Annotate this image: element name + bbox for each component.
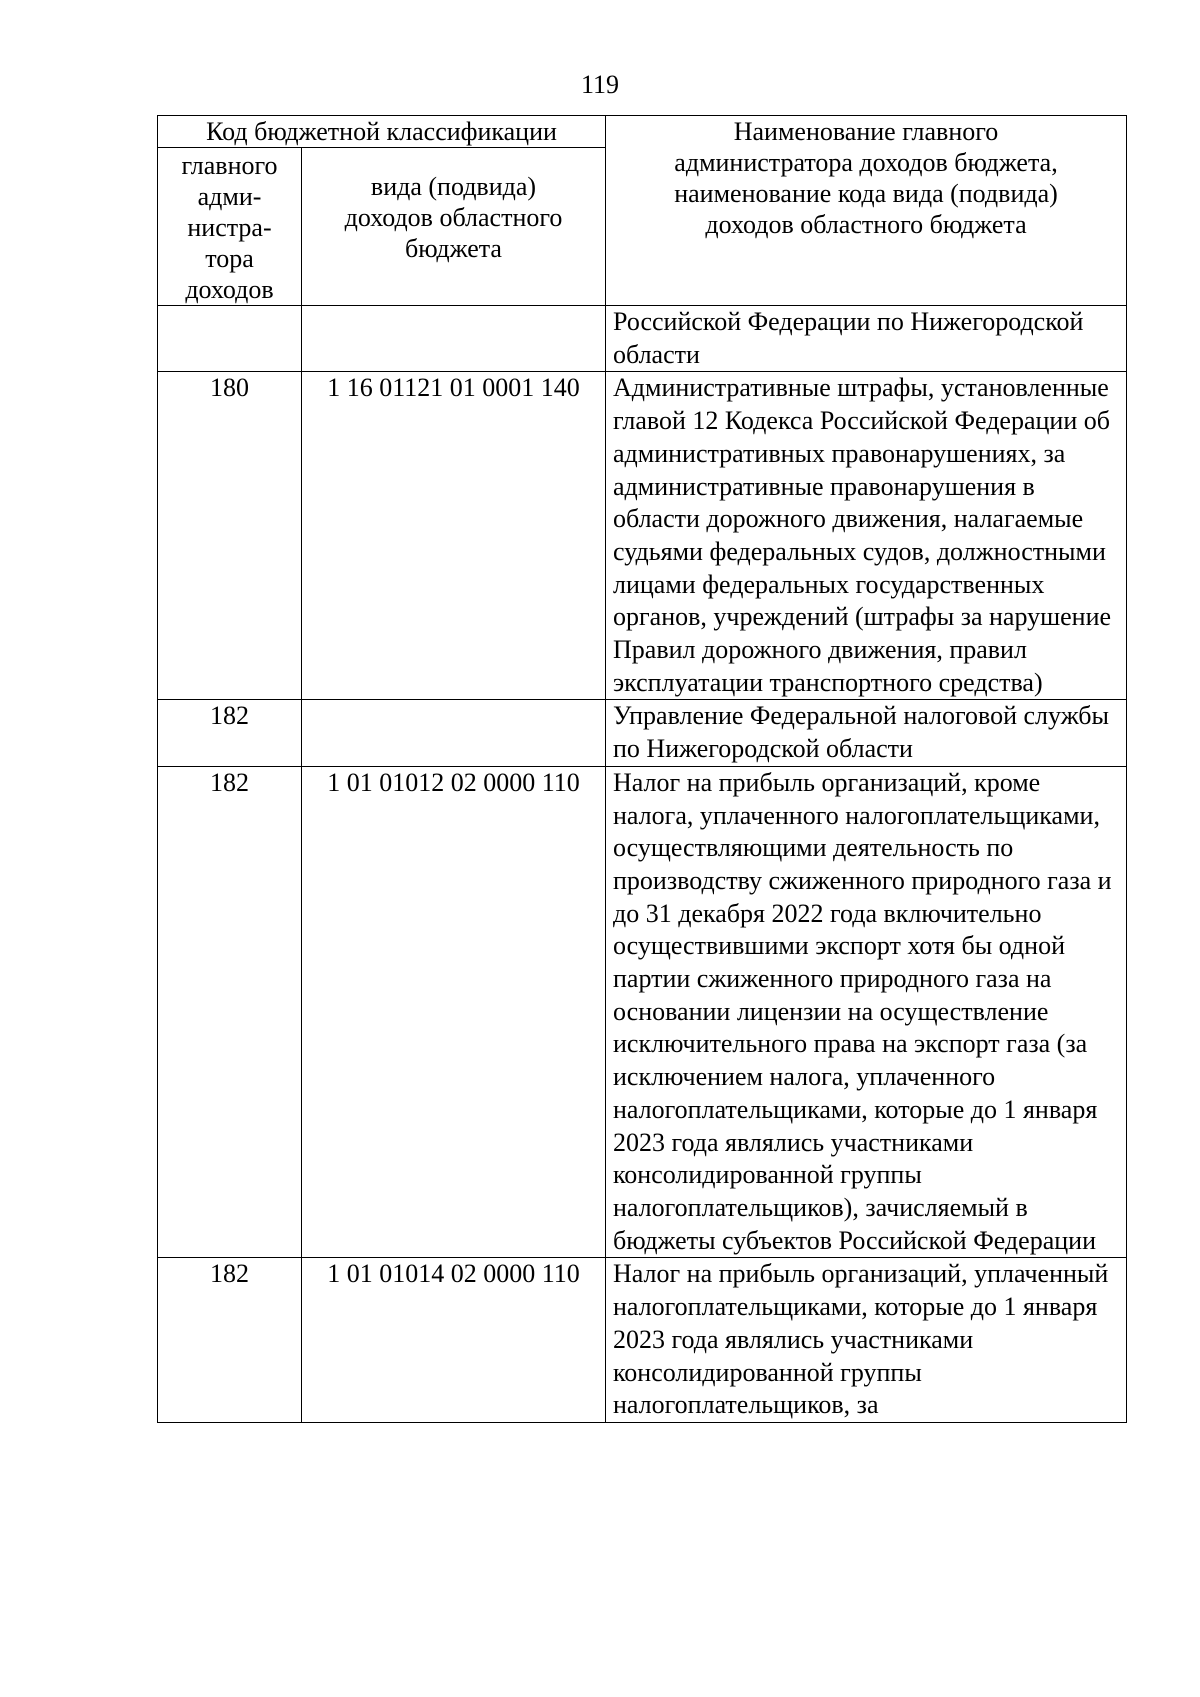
table-row: [158, 766, 1127, 1258]
income-code-cell: 1 01 01012 02 0000 110: [302, 766, 606, 1258]
header-code-line: бюджета: [405, 234, 502, 263]
header-admin-line: тора: [205, 244, 254, 273]
income-code-cell: [302, 700, 606, 766]
header-name-line: наименование кода вида (подвида): [674, 179, 1058, 208]
admin-code-cell: [158, 306, 302, 372]
header-group-cell: Код бюджетной классификации: [158, 116, 606, 148]
table-row: [158, 306, 1127, 372]
header-admin-line: главного: [181, 151, 278, 180]
page-number: 119: [580, 70, 620, 99]
income-code-cell: 1 01 01014 02 0000 110: [302, 1258, 606, 1423]
header-name-line: доходов областного бюджета: [705, 210, 1027, 239]
header-name-cell: [606, 116, 1127, 306]
header-name-line: Наименование главного: [733, 117, 999, 146]
income-name-cell: Российской Федерации по Нижегородской области: [606, 306, 1127, 372]
header-admin-line: доходов: [185, 275, 274, 304]
admin-code-cell: 182: [158, 700, 302, 766]
header-admin-line: адми-: [197, 182, 262, 211]
table-row: [158, 372, 1127, 700]
header-code-cell: [302, 148, 606, 306]
income-name-cell: Налог на прибыль организаций, уплаченный налогоплательщиками, которые до 1 января 2023 года являлись участниками консолидированной группы налогоплательщиков, за: [606, 1258, 1127, 1423]
income-name-cell: Налог на прибыль организаций, кроме налога, уплаченного налогоплательщиками, осуществляющими деятельность по производству сжиженного природного газа и до 31 декабря 2022 года включительно осуществившими экспорт хотя бы одной партии сжиженного природного газа на основании лицензии на осуществление исключительного права на экспорт газа (за исключением налога, уплаченного налогоплательщиками, которые до 1 января 2023 года являлись участниками консолидированной группы налогоплательщиков), зачисляемый в бюджеты субъектов Российской Федерации: [606, 766, 1127, 1258]
income-code-cell: [302, 306, 606, 372]
income-name-cell: Административные штрафы, установленные главой 12 Кодекса Российской Федерации об административных правонарушениях, за административные правонарушения в области дорожного движения, налагаемые судьями федеральных судов, должностными лицами федеральных государственных органов, учреждений (штрафы за нарушение Правил дорожного движения, правил эксплуатации транспортного средства): [606, 372, 1127, 700]
header-row-group: [158, 116, 1127, 148]
income-name-cell: Управление Федеральной налоговой службы по Нижегородской области: [606, 700, 1127, 766]
budget-classification-table: [157, 115, 1127, 1423]
header-code-line: вида (подвида): [370, 172, 537, 201]
table-row: [158, 1258, 1127, 1423]
header-code-line: доходов областного: [344, 203, 563, 232]
table-row: [158, 700, 1127, 766]
admin-code-cell: 182: [158, 766, 302, 1258]
header-name-line: администратора доходов бюджета,: [674, 148, 1058, 177]
income-code-cell: 1 16 01121 01 0001 140: [302, 372, 606, 700]
header-admin-line: нистра-: [187, 213, 272, 242]
admin-code-cell: 180: [158, 372, 302, 700]
header-admin-cell: [158, 148, 302, 306]
admin-code-cell: 182: [158, 1258, 302, 1423]
